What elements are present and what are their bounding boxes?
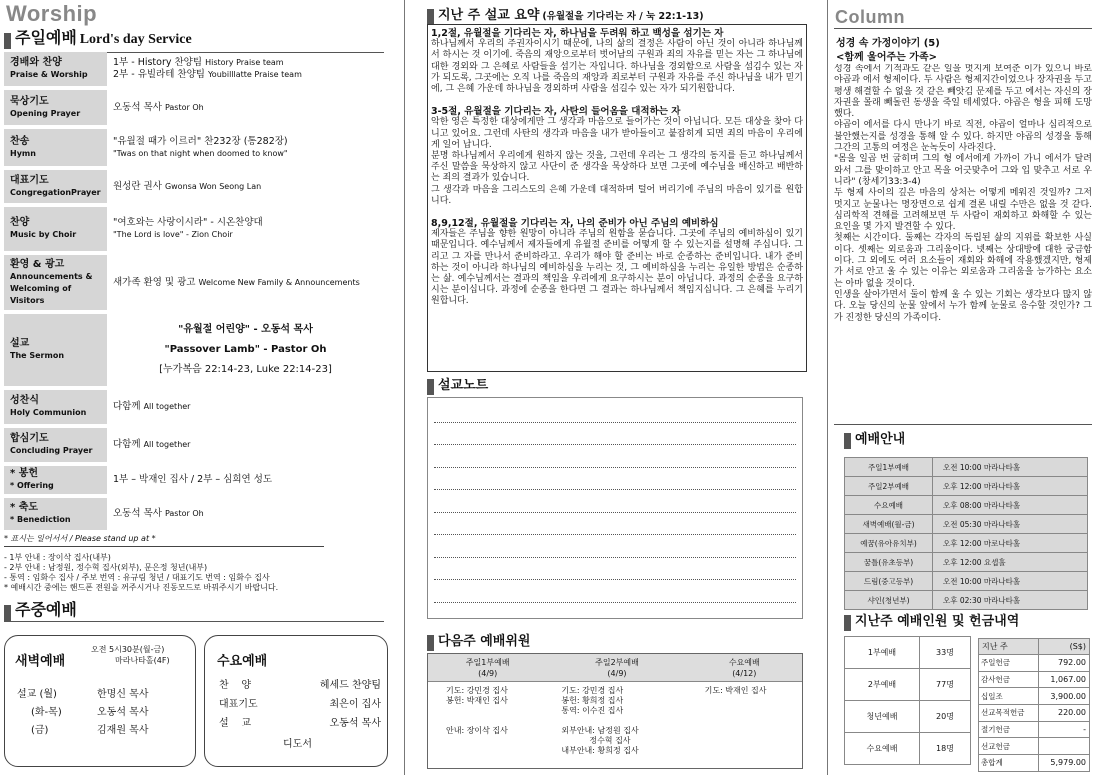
label-en: Music by Choir bbox=[10, 230, 77, 239]
committee-col bbox=[428, 686, 547, 756]
wednesday-service-box bbox=[204, 635, 388, 767]
committee-line bbox=[561, 716, 686, 726]
label-en: Opening Prayer bbox=[10, 108, 81, 118]
schedule-row bbox=[845, 591, 1088, 610]
liturgy-order bbox=[4, 52, 384, 532]
schedule-header bbox=[844, 428, 905, 449]
attendance-count: 20명 bbox=[920, 701, 971, 733]
liturgy-label bbox=[4, 466, 107, 494]
value-small: Youbilllatte Praise team bbox=[207, 70, 302, 79]
committee-line: 봉헌: 황희정 집사 bbox=[561, 696, 624, 705]
committee-line: 정수혁 집사 bbox=[561, 736, 631, 745]
value-text: "여호와는 사랑이시라" - 시온찬양대 bbox=[113, 217, 263, 228]
liturgy-value bbox=[107, 255, 384, 310]
note-line: - 통역 : 임화수 집사 / 주보 번역 : 유규림 청년 / 대표기도 번역 : 임화수 집사 bbox=[4, 573, 270, 582]
wed-value: 헤세드 찬양팀 bbox=[319, 680, 381, 691]
liturgy-label bbox=[4, 428, 107, 462]
value-line bbox=[113, 474, 378, 486]
schedule-time: 오전 10:00 마라나타홀 bbox=[933, 572, 1088, 591]
liturgy-row bbox=[4, 314, 384, 386]
worship-title: Worship bbox=[6, 1, 98, 26]
committee-line bbox=[446, 716, 547, 726]
dawn-label: (화-목) bbox=[31, 707, 62, 718]
value-line bbox=[113, 69, 378, 81]
label-en: Announcements & Welcoming of Visitors bbox=[10, 271, 93, 305]
committee-col-header bbox=[687, 654, 802, 681]
dawn-row bbox=[17, 686, 192, 704]
value-line bbox=[113, 439, 378, 451]
header-bar bbox=[4, 33, 11, 49]
sermon-point-heading: 1,2절, 유월절을 기다리는 자, 하나님을 두려워 하고 백성을 섬기는 자 bbox=[431, 28, 724, 39]
wed-rows bbox=[219, 676, 381, 733]
label-en: Concluding Prayer bbox=[10, 446, 93, 455]
attendance-service: 수요예배 bbox=[845, 733, 920, 765]
value-line bbox=[113, 57, 378, 69]
value-text: 1부 – 박재인 집사 / 2부 – 심희연 성도 bbox=[113, 474, 273, 485]
liturgy-value bbox=[107, 52, 384, 86]
liturgy-value bbox=[107, 207, 384, 251]
offering-item: 십일조 bbox=[979, 688, 1039, 705]
offering-item: 절기헌금 bbox=[979, 721, 1039, 738]
offering-header-row bbox=[979, 639, 1090, 655]
wed-label: 찬 양 bbox=[219, 680, 252, 691]
label-ko: 찬양 bbox=[10, 217, 30, 228]
schedule-service: 꿈틀(유초등부) bbox=[845, 553, 933, 572]
note-line[interactable] bbox=[434, 535, 796, 558]
notes-header bbox=[427, 374, 488, 395]
offering-unit: (S$) bbox=[1038, 639, 1089, 655]
column-title-rule bbox=[834, 28, 1092, 29]
liturgy-label bbox=[4, 314, 107, 386]
dawn-place: 마라나타홀(4F) bbox=[115, 656, 170, 665]
schedule-time: 오전 05:30 마라나타홀 bbox=[933, 515, 1088, 534]
committee-line: 기도: 강민경 집사 bbox=[446, 686, 508, 695]
label-en: Hymn bbox=[10, 148, 36, 158]
committee-date: (4/9) bbox=[607, 669, 627, 678]
label-ko: 성찬식 bbox=[10, 395, 39, 406]
column-sub2: <함께 울어주는 가족> bbox=[836, 52, 938, 63]
note-line[interactable] bbox=[434, 468, 796, 491]
dawn-preacher: 김재원 목사 bbox=[97, 725, 149, 736]
committee-line: 안내: 장이삭 집사 bbox=[446, 726, 508, 735]
wed-row bbox=[219, 714, 381, 733]
committee-line: 통역: 이수진 집사 bbox=[561, 706, 624, 715]
committee-date: (4/9) bbox=[478, 669, 498, 678]
liturgy-label bbox=[4, 207, 107, 251]
offering-row bbox=[979, 671, 1090, 688]
offering-row bbox=[979, 655, 1090, 672]
next-committee-body bbox=[428, 682, 802, 756]
committee-line: 기도: 박재인 집사 bbox=[704, 686, 767, 695]
worship-column bbox=[0, 0, 400, 775]
dawn-preacher: 오동석 목사 bbox=[97, 707, 149, 718]
value-line bbox=[113, 102, 378, 114]
committee-line bbox=[446, 706, 547, 716]
attendance-row bbox=[845, 701, 971, 733]
liturgy-label bbox=[4, 170, 107, 203]
attendance-service: 2부예배 bbox=[845, 669, 920, 701]
value-small: All together bbox=[143, 402, 191, 411]
liturgy-row bbox=[4, 90, 384, 125]
wed-title: 수요예배 bbox=[217, 654, 268, 669]
liturgy-value bbox=[107, 498, 384, 530]
weekday-header bbox=[4, 600, 384, 622]
sermon-notes-box bbox=[427, 397, 803, 619]
value-text: "유월절 어린양" - 오동석 목사 bbox=[178, 324, 313, 335]
note-line[interactable] bbox=[434, 580, 796, 603]
note-line[interactable] bbox=[434, 513, 796, 536]
label-en: Praise & Worship bbox=[10, 70, 88, 79]
attendance-count: 77명 bbox=[920, 669, 971, 701]
liturgy-row bbox=[4, 170, 384, 203]
liturgy-row bbox=[4, 466, 384, 494]
sermon-point-body: 하나님께서 우리의 주권자이시기 때문에, 나의 삶의 결정은 사람이 아닌 것이 아니라 하나님께서 하시는 것 이기에. 죽음의 재앙으로부터 벗어남의 구원과 죄의 자유를 믿는 자는 그 하나님에 대한 경외와 그 은혜로 사람들을 섬기는 자입니다. 하나님을 경외함으로 사람을 섬김수 있는 자가 되도록, 그곳에는 오직 나를 죽음의 재앙과 죄로부터 구원과 자유를 주신 하나님을 내가 믿기에, 그 은혜 가운데 하나님을 경외하며 사람을 섬길수 있는 자가 되기원합니다. bbox=[431, 39, 803, 95]
schedule-title: 예배안내 bbox=[855, 432, 906, 447]
liturgy-label bbox=[4, 390, 107, 424]
sermon-point-heading: 3-5절, 유월절을 기다리는 자, 사탄의 들어옴을 대적하는 자 bbox=[431, 106, 681, 118]
sermon-title: 지난 주 설교 요약 bbox=[438, 8, 540, 23]
wed-value: 오동석 목사 bbox=[329, 718, 381, 729]
value-text: "Passover Lamb" - Pastor Oh bbox=[164, 344, 327, 355]
value-line bbox=[113, 320, 378, 340]
schedule-service: 드림(중고등부) bbox=[845, 572, 933, 591]
note-line: * 예배시간 중에는 핸드폰 전원을 꺼주시거나 진동모드로 바꿔주시기 바랍니다. bbox=[4, 583, 279, 592]
liturgy-row bbox=[4, 255, 384, 310]
column-section bbox=[828, 0, 1096, 775]
liturgy-value bbox=[107, 314, 384, 386]
committee-service: 주일2부예배 bbox=[595, 658, 639, 667]
dawn-preacher: 한명신 목사 bbox=[97, 689, 149, 700]
schedule-time: 오후 02:30 마라나타홀 bbox=[933, 591, 1088, 610]
value-text: 다함께 bbox=[113, 401, 141, 412]
attendance-row bbox=[845, 669, 971, 701]
schedule-time: 오후 12:00 마로나타홀 bbox=[933, 534, 1088, 553]
next-committee-box bbox=[427, 653, 803, 769]
schedule-time: 오후 08:00 마라나타홀 bbox=[933, 496, 1088, 515]
label-ko: 설교 bbox=[10, 338, 30, 349]
column-text: 성경 속에서 기적과도 같은 일을 멋지게 보여준 이가 있으니 바로 야곱과 에서 형제이다. 두 사람은 형제지간이었으나 장자권을 두고 평생 해결할 수 없을 것 같은 빼앗김 문제를 두고 에서는 자신의 장자권을 몰래 빼돌린 동생을 죽일 테세였다. 야곱은 형을 피해 도망했다. 야곱이 에서를 다시 만나기 바로 직전, 야곱이 얼마나 심리적으로 불안했는지를 성경을 통해 알 수 있다. 하지만 야곱의 성경을 통해 그간의 고통의 여정은 눈녹듯이 사라진다. "몸을 일곱 번 굽히며 그의 형 에서에게 가까이 가니 에서가 달려와서 그를 맞이하고 안고 목을 어긋맞추어 그와 입 맞추고 서로 우니라" (창세기33:3-4) 두 형제 사이의 깊은 마음의 상처는 어떻게 메워진 것일까? 그저 멋지고 눈물나는 명장면으로 쉽게 결론 내릴 수만은 없을 것 같다. 심리학적 견해를 고려해보면 두 사람이 재회하고 화해할 수 있는 요인을 몇 가지 발견할 수 있다. 첫째는 시간이다. 둘째는 각자의 독립된 삶의 지위를 확보한 사실이다. 셋째는 외로움과 그리움이다. 넷째는 상대방에 대한 궁금함이다. 그 외에도 여러 요소들이 재회와 화해에 작용했겠지만, 형제가 서로 안고 울 수 있는 이유는 외로움과 그리움을 능가하는 요소는 아마 없을 것이다. 인생을 살아가면서 둘이 함께 울 수 있는 기회는 생각보다 많지 않다. 오늘 당신의 눈물 앞에서 누가 함께 눈물로 응수할 것인가? 그가 진정한 당신의 가족이다. bbox=[834, 64, 1092, 323]
value-text: 오동석 목사 bbox=[113, 508, 162, 519]
value-text: 다함께 bbox=[113, 439, 141, 450]
label-ko: 환영 & 광고 bbox=[10, 258, 65, 270]
committee-col bbox=[547, 686, 686, 756]
wed-value: 최은이 집사 bbox=[329, 699, 381, 710]
attendance-table bbox=[844, 636, 971, 765]
value-line bbox=[113, 181, 378, 193]
schedule-service: 주일1부예배 bbox=[845, 458, 933, 477]
committee-service: 수요예배 bbox=[728, 658, 760, 667]
lords-day-title-en: Lord's day Service bbox=[79, 32, 192, 47]
label-en: * Benediction bbox=[10, 515, 71, 524]
stats-header bbox=[844, 610, 1019, 631]
value-small: "The Lord is love" - Zion Choir bbox=[113, 230, 233, 239]
schedule-table bbox=[844, 457, 1088, 610]
stats-title: 지난주 예배인원 및 헌금내역 bbox=[855, 614, 1020, 629]
committee-col-header bbox=[547, 654, 686, 681]
liturgy-row bbox=[4, 129, 384, 166]
wed-row bbox=[219, 676, 381, 695]
offering-amount: 220.00 bbox=[1038, 705, 1089, 722]
liturgy-row bbox=[4, 390, 384, 424]
value-text: 1부 - History 찬양팀 bbox=[113, 57, 203, 68]
committee-service: 주일1부예배 bbox=[465, 658, 510, 667]
next-committee-header bbox=[428, 654, 802, 682]
liturgy-row bbox=[4, 207, 384, 251]
offering-item: 선교목적헌금 bbox=[979, 705, 1039, 722]
schedule-service: 주일2부예배 bbox=[845, 477, 933, 496]
stand-rule bbox=[4, 546, 324, 547]
service-notes bbox=[4, 553, 384, 593]
committee-line: 외부안내: 남정원 집사 bbox=[561, 726, 639, 735]
attendance-service: 1부예배 bbox=[845, 637, 920, 669]
value-line bbox=[113, 508, 378, 520]
schedule-service: 수요예배 bbox=[845, 496, 933, 515]
note-line[interactable] bbox=[434, 400, 796, 423]
label-ko: 합심기도 bbox=[10, 433, 49, 444]
sermon-point-body: 악한 영은 특정한 대상에게만 그 생각과 마음으로 들어가는 것이 아닙니다. 모든 대상을 찾아 다니고 있어요. 그런데 사탄의 생각과 마음을 내가 받아들이고 붙잡히게 되면 죄의 마음이 우리에게 일어 납니다. 분명 하나님께서 우리에게 원하지 않는 것을, 그런데 우리는 그 생각의 동지를 듣고 하나님께서 주신 말씀을 묵상하지 않고 사단이 준 생각을 묵상하다 보면 그곳에 예수님을 배신하고 배반하는 죄의 결과가 있습니다. 그 생각과 마음을 그리스도의 은혜 가운데 대적하며 털어 버리기에 주님의 마음이 있기를 원합니다. bbox=[431, 117, 803, 206]
value-text: [누가복음 22:14-23, Luke 22:14-23] bbox=[159, 364, 332, 375]
liturgy-value bbox=[107, 466, 384, 494]
schedule-row bbox=[845, 477, 1088, 496]
wed-footer: 디도서 bbox=[283, 739, 312, 750]
label-en: Holy Communion bbox=[10, 408, 87, 417]
value-text: 새가족 환영 및 광고 bbox=[113, 276, 196, 288]
label-ko: 묵상기도 bbox=[10, 95, 49, 107]
note-line[interactable] bbox=[434, 423, 796, 446]
dawn-title: 새벽예배 bbox=[15, 654, 66, 669]
value-line bbox=[113, 360, 378, 380]
lords-day-title-ko: 주일예배 bbox=[15, 28, 77, 47]
sermon-subtitle: (유월절을 기다리는 자 / 눅 22:1-13) bbox=[542, 11, 704, 22]
label-ko: 찬송 bbox=[10, 135, 30, 147]
schedule-service: 샤인(청년부) bbox=[845, 591, 933, 610]
dawn-time: 오전 5시30분(월-금) bbox=[91, 645, 165, 654]
offering-row bbox=[979, 705, 1090, 722]
dawn-label: (금) bbox=[31, 725, 49, 736]
schedule-time: 오후 12:00 마라나타홀 bbox=[933, 477, 1088, 496]
label-ko: 경배와 찬양 bbox=[10, 57, 62, 68]
liturgy-row bbox=[4, 52, 384, 86]
liturgy-label bbox=[4, 129, 107, 166]
liturgy-label bbox=[4, 255, 107, 310]
committee-col bbox=[687, 686, 802, 756]
value-line bbox=[113, 217, 378, 229]
schedule-service: 예꿈(유아유치부) bbox=[845, 534, 933, 553]
label-ko: * 봉헌 bbox=[10, 468, 39, 479]
label-ko: 대표기도 bbox=[10, 174, 49, 186]
note-line: - 2부 안내 : 남정원, 정수혁 집사(외부), 문은정 청년(내부) bbox=[4, 563, 208, 572]
note-line[interactable] bbox=[434, 558, 796, 581]
dawn-label: 설교 (월) bbox=[17, 689, 57, 700]
offering-item: 주일헌금 bbox=[979, 655, 1039, 672]
schedule-row bbox=[845, 458, 1088, 477]
offering-row bbox=[979, 688, 1090, 705]
attendance-count: 33명 bbox=[920, 637, 971, 669]
notes-title: 설교노트 bbox=[438, 378, 489, 393]
attendance-count: 18명 bbox=[920, 733, 971, 765]
value-small: "Twas on that night when doomed to know" bbox=[113, 148, 288, 158]
label-en: The Sermon bbox=[10, 351, 65, 360]
column-body bbox=[834, 64, 1092, 424]
attendance-row bbox=[845, 733, 971, 765]
wed-row bbox=[219, 695, 381, 714]
schedule-service: 새벽예배(월-금) bbox=[845, 515, 933, 534]
offering-item: 선교헌금 bbox=[979, 738, 1039, 755]
offering-amount: - bbox=[1038, 721, 1089, 738]
offering-amount: 792.00 bbox=[1038, 655, 1089, 672]
schedule-time: 오전 10:00 마라나타홀 bbox=[933, 458, 1088, 477]
liturgy-label bbox=[4, 90, 107, 125]
liturgy-label bbox=[4, 52, 107, 86]
value-text: 원성란 권사 bbox=[113, 180, 162, 192]
value-line bbox=[113, 136, 378, 148]
liturgy-value bbox=[107, 390, 384, 424]
value-small: Gwonsa Won Seong Lan bbox=[164, 181, 262, 191]
schedule-row bbox=[845, 496, 1088, 515]
wed-label: 대표기도 bbox=[219, 699, 258, 710]
value-line bbox=[113, 340, 378, 360]
committee-line: 기도: 강민경 집사 bbox=[561, 686, 624, 695]
next-title: 다음주 예배위원 bbox=[438, 634, 531, 649]
value-text: "유월절 때가 이르러" 찬232장 (통282장) bbox=[113, 135, 288, 147]
committee-line: 봉헌: 박재인 집사 bbox=[446, 696, 508, 705]
value-line bbox=[113, 401, 378, 413]
liturgy-row bbox=[4, 498, 384, 530]
offering-amount bbox=[1038, 738, 1089, 755]
value-small: Pastor Oh bbox=[164, 509, 204, 518]
value-text: 2부 - 유빌라테 찬양팀 bbox=[113, 69, 205, 80]
liturgy-value bbox=[107, 428, 384, 462]
note-line[interactable] bbox=[434, 445, 796, 468]
offering-header: 지난 주 bbox=[979, 639, 1039, 655]
offering-item: 감사헌금 bbox=[979, 671, 1039, 688]
liturgy-value bbox=[107, 90, 384, 125]
value-small: History Praise team bbox=[205, 58, 284, 67]
attendance-row bbox=[845, 637, 971, 669]
column-title: Column bbox=[835, 7, 905, 27]
schedule-row bbox=[845, 553, 1088, 572]
value-small: All together bbox=[143, 440, 191, 449]
committee-line: 내부안내: 황희정 집사 bbox=[561, 746, 639, 755]
weekday-title: 주중예배 bbox=[15, 600, 77, 619]
committee-date: (4/12) bbox=[732, 669, 757, 678]
value-small: Welcome New Family & Announcements bbox=[198, 277, 360, 287]
sermon-column bbox=[405, 0, 825, 775]
offering-table bbox=[978, 638, 1090, 772]
lords-day-header bbox=[4, 28, 384, 53]
committee-col-header bbox=[428, 654, 547, 681]
schedule-row bbox=[845, 515, 1088, 534]
offering-amount: 1,067.00 bbox=[1038, 671, 1089, 688]
column-sub1: 성경 속 가정이야기 (5) bbox=[836, 38, 940, 49]
note-line[interactable] bbox=[434, 490, 796, 513]
offering-item: 총합계 bbox=[979, 755, 1039, 772]
liturgy-label bbox=[4, 498, 107, 530]
sermon-summary-box bbox=[427, 24, 807, 372]
liturgy-row bbox=[4, 428, 384, 462]
next-header bbox=[427, 630, 530, 651]
sermon-summary-text bbox=[431, 28, 803, 308]
sermon-point-heading: 8,9,12절, 유월절을 기다리는 자, 나의 준비가 아닌 주님의 예비하심 bbox=[431, 218, 719, 230]
dawn-service-box bbox=[4, 635, 196, 767]
value-text: 오동석 목사 bbox=[113, 101, 162, 113]
value-line bbox=[113, 277, 378, 289]
sermon-point-body: 제자들은 주님을 향한 원망이 아니라 주님의 원함을 묻습니다. 그곳에 주님의 예비하심이 있기 때문입니다. 예수님께서 제자들에게 유월절 준비를 어떻게 할 수 있는지를 설명해 주십니다. 그리고 그 자를 만나서 준비하라고. 우리가 해야 할 준비는 바로 순종하는 준비입니다. 내가 준비하는 것이 아니라 하나님의 예비하심을 누리는 것, 그 예비하심을 누리는 유일한 방법은 순종하는 삶. 예수님께서는 결과의 책임을 우리에게 요구하시는 분이 아닙니다. 과정의 순종을 요구하시는 분이십니다. 과정에 순종을 한다면 그 결과는 하나님께서 책임지십니다. 그 은혜를 누리기 원합니다. bbox=[431, 229, 803, 307]
attendance-service: 청년예배 bbox=[845, 701, 920, 733]
offering-row bbox=[979, 755, 1090, 772]
schedule-row bbox=[845, 572, 1088, 591]
column-rule bbox=[834, 424, 1092, 425]
value-small: Pastor Oh bbox=[164, 102, 204, 112]
dawn-row bbox=[17, 704, 192, 722]
offering-row bbox=[979, 738, 1090, 755]
label-en: * Offering bbox=[10, 481, 54, 490]
liturgy-value bbox=[107, 129, 384, 166]
sermon-header bbox=[427, 4, 704, 25]
dawn-row bbox=[17, 722, 192, 740]
label-en: CongregationPrayer bbox=[10, 187, 101, 197]
offering-amount: 5,979.00 bbox=[1038, 755, 1089, 772]
schedule-time: 오후 12:00 요셉홀 bbox=[933, 553, 1088, 572]
wed-label: 설 교 bbox=[219, 718, 252, 729]
note-line: - 1부 안내 : 장이삭 집사(내부) bbox=[4, 553, 111, 562]
offering-row bbox=[979, 721, 1090, 738]
schedule-row bbox=[845, 534, 1088, 553]
label-ko: * 축도 bbox=[10, 502, 39, 513]
dawn-rows bbox=[17, 686, 192, 740]
liturgy-value bbox=[107, 170, 384, 203]
offering-amount: 3,900.00 bbox=[1038, 688, 1089, 705]
stand-note: * 표시는 일어서서 / Please stand up at * bbox=[4, 534, 156, 543]
